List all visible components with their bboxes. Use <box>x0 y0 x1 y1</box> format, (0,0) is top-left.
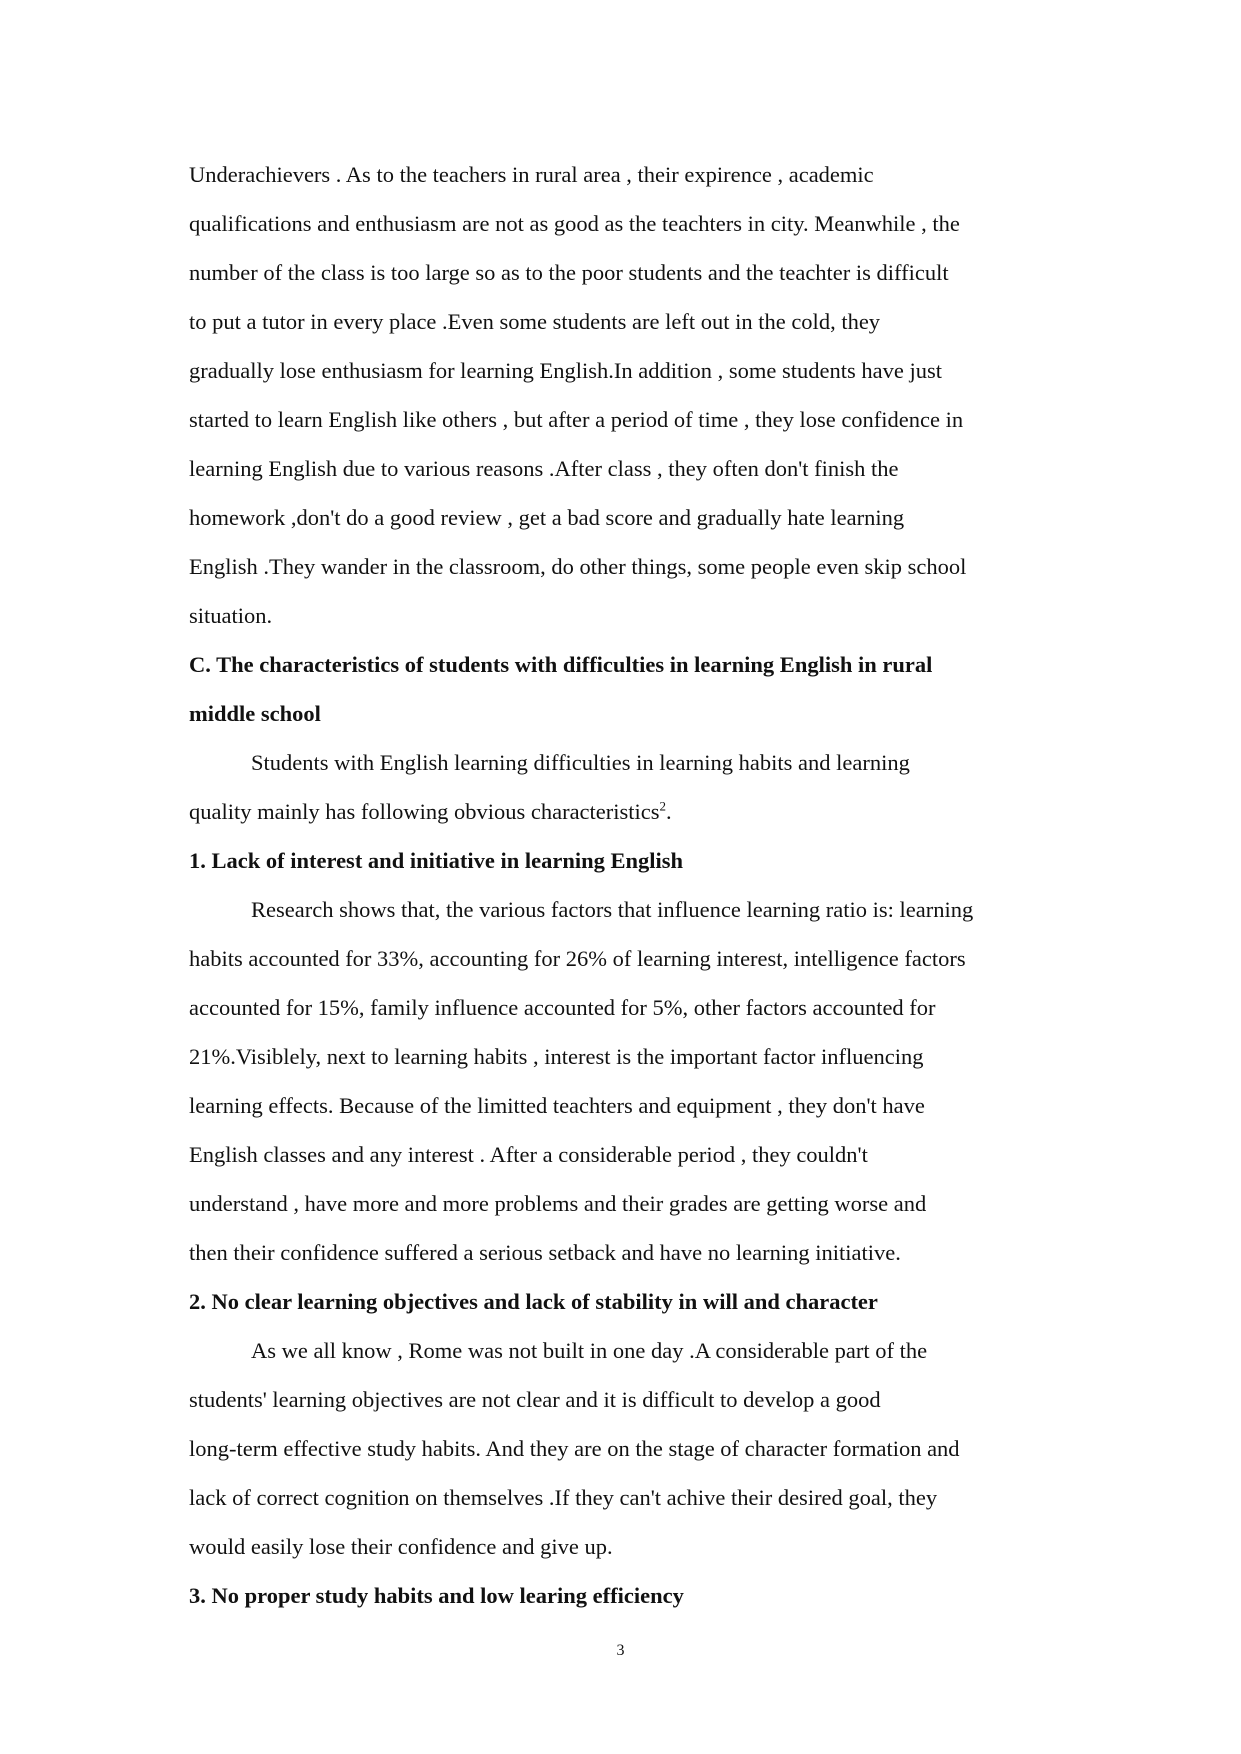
paragraph-interest <box>189 885 1069 1277</box>
text-line: learning English due to various reasons .After class , they often don't finish the <box>189 456 899 481</box>
text-line: English .They wander in the classroom, do other things, some people even skip school <box>189 554 967 579</box>
paragraph-characteristics-intro <box>189 738 1069 836</box>
text-line: long-term effective study habits. And they are on the stage of character formation and <box>189 1436 960 1461</box>
text-line: understand , have more and more problems and their grades are getting worse and <box>189 1191 927 1216</box>
heading-line: 3. No proper study habits and low learing efficiency <box>189 1583 684 1608</box>
heading-line: 2. No clear learning objectives and lack of stability in will and character <box>189 1289 878 1314</box>
page-number: 3 <box>616 1642 625 1659</box>
subheading-2 <box>189 1277 1069 1326</box>
heading-line: middle school <box>189 701 321 726</box>
text-line: number of the class is too large so as to the poor students and the teachter is difficult <box>189 260 949 285</box>
text-span: . <box>666 799 672 824</box>
subheading-3 <box>189 1571 1069 1620</box>
document-body <box>189 150 1069 1620</box>
text-line: students' learning objectives are not clear and it is difficult to develop a good <box>189 1387 881 1412</box>
text-line <box>189 787 1069 836</box>
text-span: quality mainly has following obvious characteristics <box>189 799 660 824</box>
section-heading-c <box>189 640 1069 738</box>
text-line: situation. <box>189 603 273 628</box>
text-line: Underachievers . As to the teachers in rural area , their expirence , academic <box>189 162 874 187</box>
text-line: qualifications and enthusiasm are not as good as the teachters in city. Meanwhile , the <box>189 211 960 236</box>
text-line: accounted for 15%, family influence accounted for 5%, other factors accounted for <box>189 995 936 1020</box>
paragraph-underachievers <box>189 150 1069 640</box>
paragraph-objectives <box>189 1326 1069 1571</box>
heading-line: C. The characteristics of students with difficulties in learning English in rural <box>189 652 933 677</box>
text-line: English classes and any interest . After a considerable period , they couldn't <box>189 1142 868 1167</box>
text-line: would easily lose their confidence and give up. <box>189 1534 613 1559</box>
text-line: then their confidence suffered a serious setback and have no learning initiative. <box>189 1240 901 1265</box>
text-line: As we all know , Rome was not built in one day .A considerable part of the <box>251 1338 928 1363</box>
text-line: started to learn English like others , but after a period of time , they lose confidence in <box>189 407 964 432</box>
text-line: to put a tutor in every place .Even some students are left out in the cold, they <box>189 309 881 334</box>
text-line: Students with English learning difficulties in learning habits and learning <box>251 750 910 775</box>
text-line: habits accounted for 33%, accounting for 26% of learning interest, intelligence factors <box>189 946 966 971</box>
footnote-reference: 2 <box>659 798 667 814</box>
text-line: learning effects. Because of the limitted teachters and equipment , they don't have <box>189 1093 925 1118</box>
text-line: Research shows that, the various factors that influence learning ratio is: learning <box>251 897 974 922</box>
text-line: 21%.Visiblely, next to learning habits , interest is the important factor influencing <box>189 1044 924 1069</box>
subheading-1 <box>189 836 1069 885</box>
text-line: gradually lose enthusiasm for learning English.In addition , some students have just <box>189 358 942 383</box>
text-line: lack of correct cognition on themselves .If they can't achive their desired goal, they <box>189 1485 938 1510</box>
text-line: homework ,don't do a good review , get a bad score and gradually hate learning <box>189 505 905 530</box>
heading-line: 1. Lack of interest and initiative in learning English <box>189 848 684 873</box>
